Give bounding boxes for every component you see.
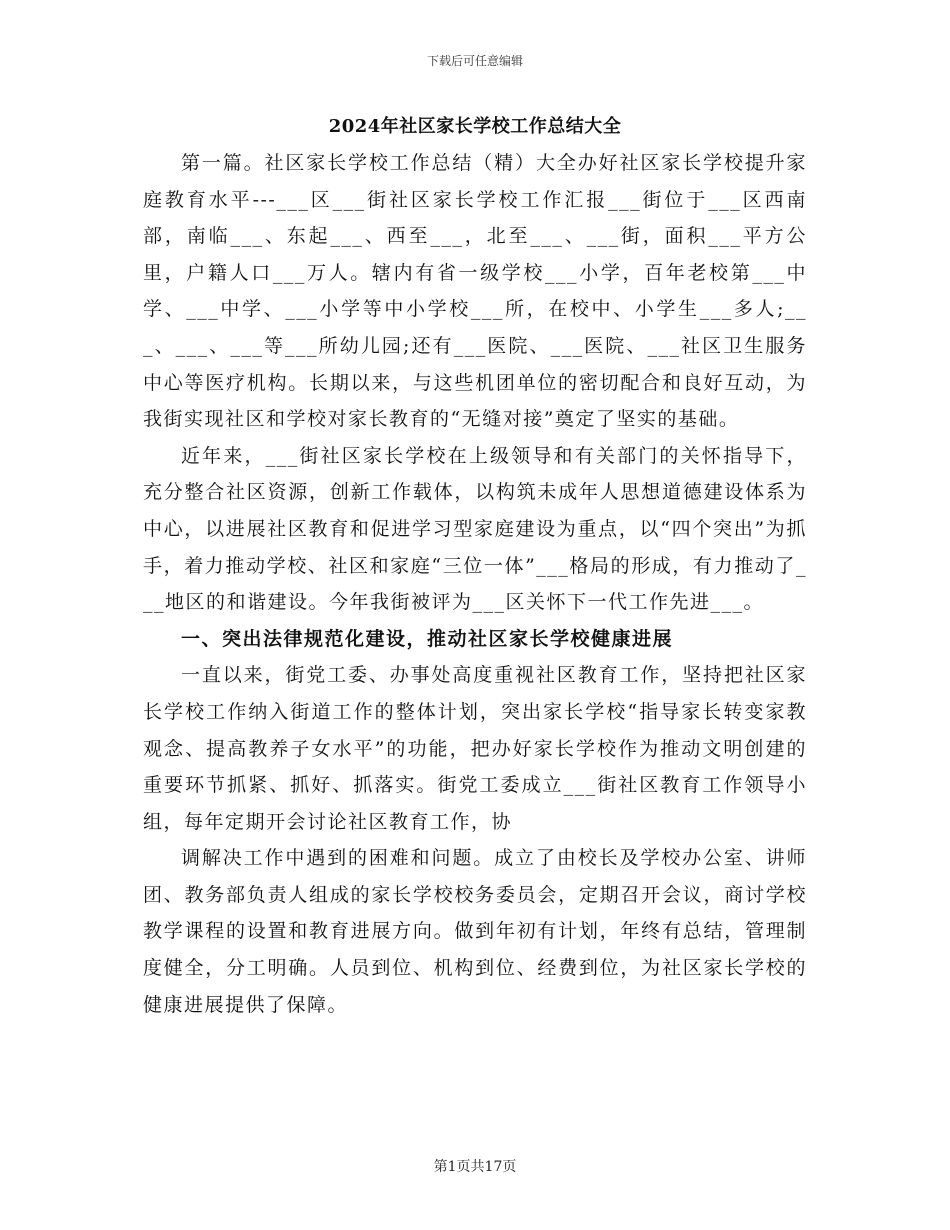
paragraph-recent-years: 近年来，___街社区家长学校在上级领导和有关部门的关怀指导下，充分整合社区资源，创新工作载体，以构筑未成年人思想道德建设体系为中心，以进展社区教育和促进学习型家庭建设为重点，以“四个突出”为抓手，着力推动学校、社区和家庭“三位一体”___格局的形成，有力推动了___地区的和谐建设。今年我街被评为___区关怀下一代工作先进___。 (143, 444, 807, 614)
document-title: 2024年社区家长学校工作总结大全 (328, 116, 622, 137)
section-heading: 一、突出法律规范化建设，推动社区家长学校健康进展 (181, 627, 674, 650)
paragraph-section-1: 一直以来，街党工委、办事处高度重视社区教育工作，坚持把社区家长学校工作纳入街道工作的整体计划，突出家长学校“指导家长转变家教观念、提高教养子女水平”的功能，把办好家长学校作为推动文明创建的重要环节抓紧、抓好、抓落实。街党工委成立___街社区教育工作领导小组，每年定期开会讨论社区教育工作，协 (143, 664, 807, 833)
document-body (143, 145, 807, 1023)
page-number: 第1页共17页 (433, 1159, 517, 1175)
page-header-note: 下载后可任意编辑 (426, 54, 523, 68)
paragraph-intro: 第一篇。社区家长学校工作总结（精）大全办好社区家长学校提升家庭教育水平---___区___街社区家长学校工作汇报___街位于___区西南部，南临___、东起___、西至___，北至___、___街，面积___平方公里，户籍人口___万人。辖内有省一级学校___小学，百年老校第___中学、___中学、___小学等中小学校___所，在校中、小学生___多人;___、___、___等___所幼儿园;还有___医院、___医院、___社区卫生服务中心等医疗机构。长期以来，与这些机团单位的密切配合和良好互动，为我街实现社区和学校对家长教育的“无缝对接”奠定了坚实的基础。 (143, 152, 807, 431)
paragraph-section-2: 调解决工作中遇到的困难和问题。成立了由校长及学校办公室、讲师团、教务部负责人组成的家长学校校务委员会，定期召开会议，商讨学校教学课程的设置和教育进展方向。做到年初有计划，年终有总结，管理制度健全，分工明确。人员到位、机构到位、经费到位，为社区家长学校的健康进展提供了保障。 (143, 847, 807, 1016)
